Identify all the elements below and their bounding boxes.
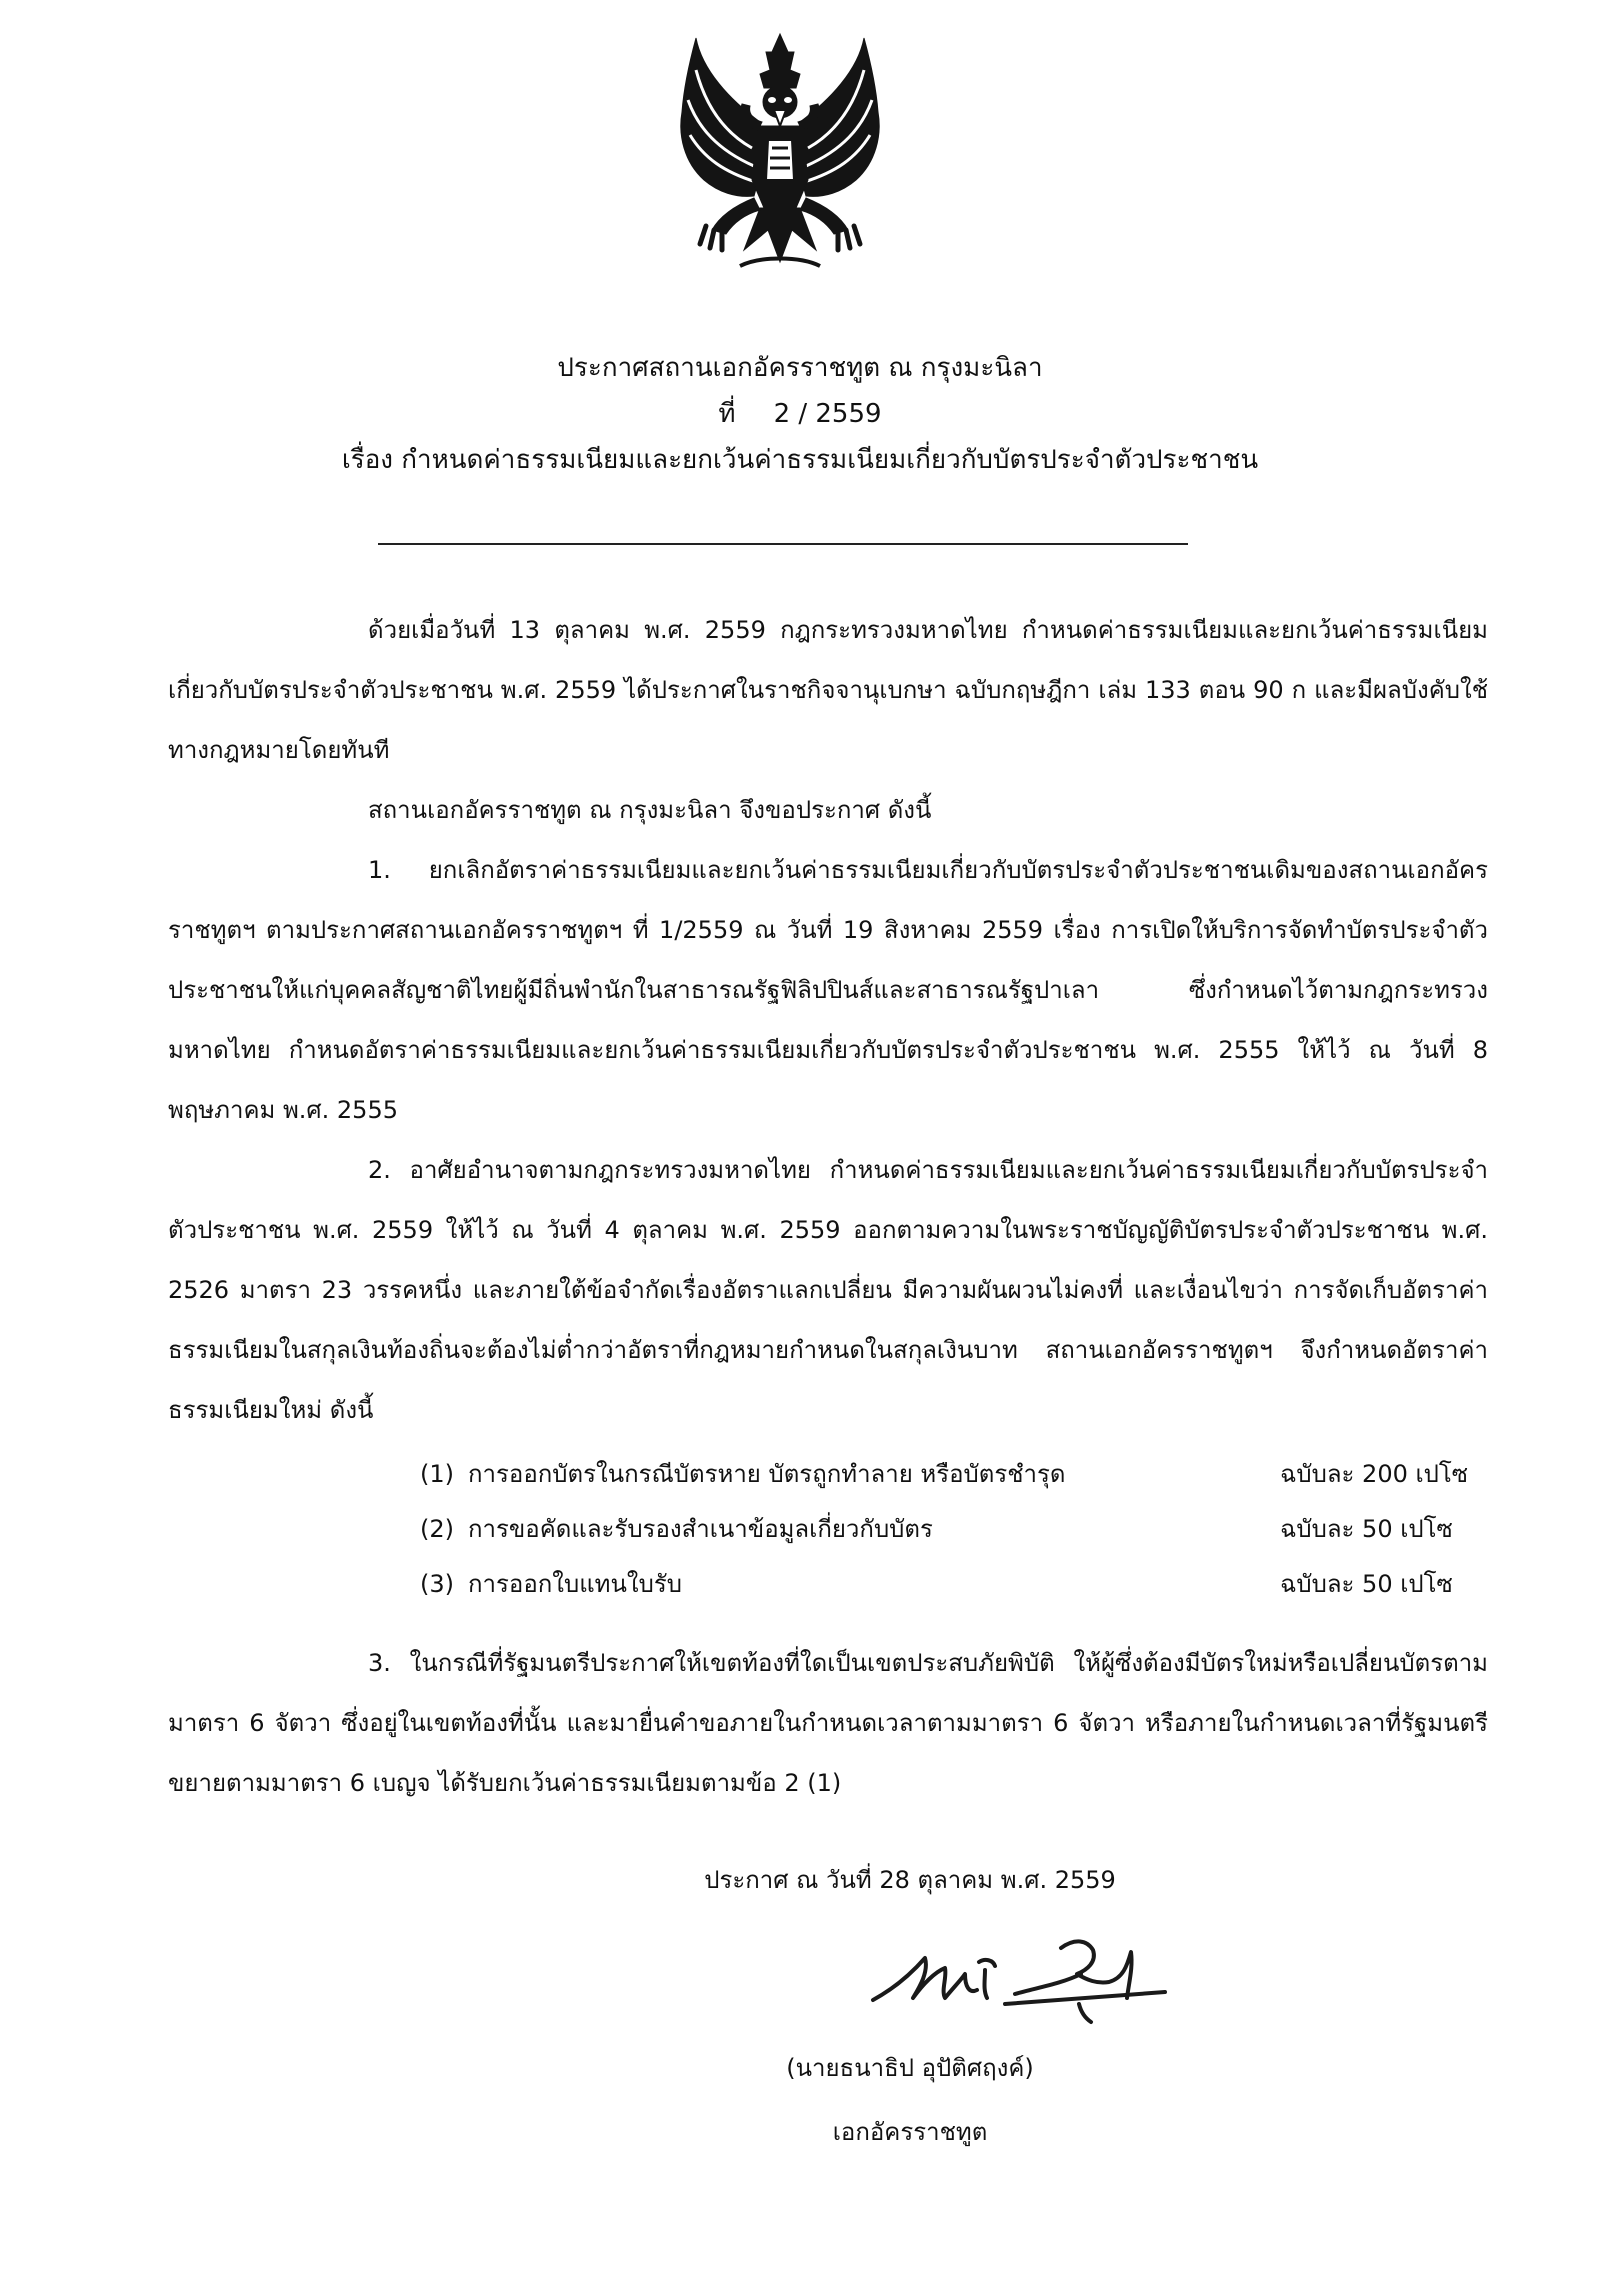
fee-number: (1) <box>420 1460 454 1488</box>
notice-subject: เรื่อง กำหนดค่าธรรมเนียมและยกเว้นค่าธรรมเนียมเกี่ยวกับบัตรประจำตัวประชาชน <box>341 445 1259 475</box>
notice-title: ประกาศสถานเอกอัครราชทูต ณ กรุงมะนิลา <box>557 353 1043 383</box>
fee-number: (2) <box>420 1515 454 1543</box>
announce-paragraph: สถานเอกอัครราชทูต ณ กรุงมะนิลา จึงขอประกาศ ดังนี้ <box>368 796 932 824</box>
item-2-paragraph: 2. อาศัยอำนาจตามกฎกระทรวงมหาดไทย กำหนดค่าธรรมเนียมและยกเว้นค่าธรรมเนียมเกี่ยวกับบัตรประจำตัวประชาชน พ.ศ. 2559 ให้ไว้ ณ วันที่ 4 ตุลาคม พ.ศ. 2559 ออกตามความในพระราชบัญญัติบัตรประจำตัวประชาชน พ.ศ. 2526 มาตรา 23 วรรคหนึ่ง และภายใต้ข้อจำกัดเรื่องอัตราแลกเปลี่ยน มีความผันผวนไม่คงที่ และเงื่อนไขว่า การจัดเก็บอัตราค่าธรรมเนียมในสกุลเงินท้องถิ่นจะต้องไม่ต่ำกว่าอัตราที่กฎหมายกำหนดในสกุลเงินบาท สถานเอกอัครราชทูตฯ จึงกำหนดอัตราค่าธรรมเนียมใหม่ ดังนี้ <box>168 1156 1488 1424</box>
fee-description: การออกบัตรในกรณีบัตรหาย บัตรถูกทำลาย หรือบัตรชำรุด <box>468 1460 1066 1488</box>
intro-paragraph: ด้วยเมื่อวันที่ 13 ตุลาคม พ.ศ. 2559 กฎกระทรวงมหาดไทย กำหนดค่าธรรมเนียมและยกเว้นค่าธรรมเนียมเกี่ยวกับบัตรประจำตัวประชาชน พ.ศ. 2559 ได้ประกาศในราชกิจจานุเบกษา ฉบับกฤษฎีกา เล่ม 133 ตอน 90 ก และมีผลบังคับใช้ทางกฎหมายโดยทันที <box>168 616 1488 764</box>
item-3-block <box>168 1633 1488 1813</box>
signer-name: (นายธนาธิป อุปัติศฤงค์) <box>786 2054 1034 2082</box>
signer-position: เอกอัครราชทูต <box>832 2118 988 2146</box>
item-1-paragraph: 1. ยกเลิกอัตราค่าธรรมเนียมและยกเว้นค่าธรรมเนียมเกี่ยวกับบัตรประจำตัวประชาชนเดิมของสถานเอกอัครราชทูตฯ ตามประกาศสถานเอกอัครราชทูตฯ ที่ 1/2559 ณ วันที่ 19 สิงหาคม 2559 เรื่อง การเปิดให้บริการจัดทำบัตรประจำตัวประชาชนให้แก่บุคคลสัญชาติไทยผู้มีถิ่นพำนักในสาธารณรัฐฟิลิปปินส์และสาธารณรัฐปาเลา ซึ่งกำหนดไว้ตามกฎกระทรวงมหาดไทย กำหนดอัตราค่าธรรมเนียมและยกเว้นค่าธรรมเนียมเกี่ยวกับบัตรประจำตัวประชาชน พ.ศ. 2555 ให้ไว้ ณ วันที่ 8 พฤษภาคม พ.ศ. 2555 <box>168 856 1488 1124</box>
fee-description: การขอคัดและรับรองสำเนาข้อมูลเกี่ยวกับบัตร <box>468 1515 933 1543</box>
fee-row <box>420 1557 1500 1612</box>
item-3-paragraph: 3. ในกรณีที่รัฐมนตรีประกาศให้เขตท้องที่ใดเป็นเขตประสบภัยพิบัติ ให้ผู้ซึ่งต้องมีบัตรใหม่หรือเปลี่ยนบัตรตามมาตรา 6 จัตวา ซึ่งอยู่ในเขตท้องที่นั้น และมายื่นคำขอภายในกำหนดเวลาตามมาตรา 6 จัตวา หรือภายในกำหนดเวลาที่รัฐมนตรีขยายตามมาตรา 6 เบญจ ได้รับยกเว้นค่าธรรมเนียมตามข้อ 2 (1) <box>168 1649 1488 1797</box>
dated-line: ประกาศ ณ วันที่ 28 ตุลาคม พ.ศ. 2559 <box>704 1866 1116 1894</box>
fee-row <box>420 1447 1500 1502</box>
fee-amount: ฉบับละ 50 เปโซ <box>1280 1570 1453 1598</box>
notice-body <box>168 600 1488 1440</box>
heading-divider <box>378 543 1188 545</box>
fee-list <box>420 1447 1500 1612</box>
notice-heading <box>0 348 1600 486</box>
notice-number-line <box>0 394 1600 440</box>
notice-number: 2 / 2559 <box>773 399 882 429</box>
fee-amount: ฉบับละ 50 เปโซ <box>1280 1515 1453 1543</box>
fee-amount: ฉบับละ 200 เปโซ <box>1280 1460 1469 1488</box>
fee-number: (3) <box>420 1570 454 1598</box>
fee-row <box>420 1502 1500 1557</box>
garuda-emblem <box>660 30 900 275</box>
notice-number-label: ที่ <box>718 399 736 429</box>
signature-mark <box>865 1918 1175 2028</box>
fee-description: การออกใบแทนใบรับ <box>468 1570 682 1598</box>
